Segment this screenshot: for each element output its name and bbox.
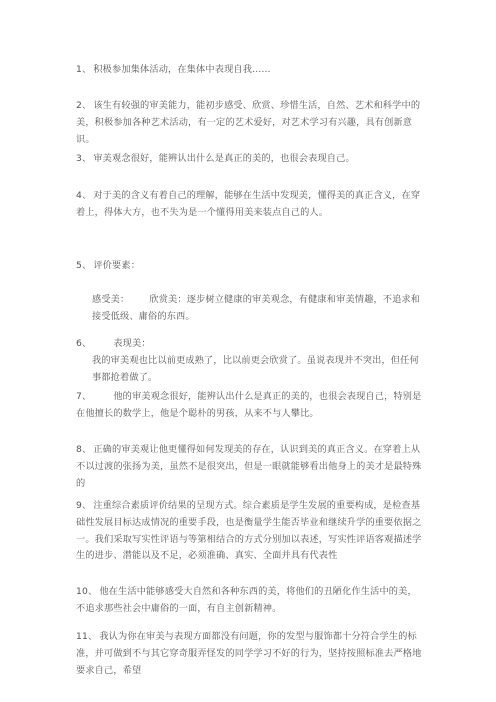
paragraph-5-detail <box>92 292 422 326</box>
paragraph-8 <box>76 442 422 492</box>
paragraph-number: 8、 <box>76 444 92 455</box>
paragraph-2 <box>76 98 422 148</box>
paragraph-1 <box>76 62 422 79</box>
paragraph-4 <box>76 188 422 222</box>
paragraph-text: 他的审美观念很好，能辨认出什么是真正的美的，也很会表现自己，特别是在他擅长的数学上，他是个聪朴的男孩，从来不与人攀比。 <box>76 391 422 419</box>
paragraph-label: 感受美： <box>92 294 130 305</box>
paragraph-text: 积极参加集体活动，在集体中表现自我…… <box>93 64 271 75</box>
paragraph-9 <box>76 498 422 565</box>
paragraph-number: 7、 <box>76 391 92 402</box>
paragraph-text: 注重综合素质评价结果的呈现方式。综合素质是学生发展的重要构成，是检查基础性发展目标达成情况的重要手段，也是衡量学生能否毕业和继续升学的重要依据之一。我们采取写实性评语与等第相结合的方式分别加以表述，写实性评语客观描述学生的进步、潜能以及不足，必须准确、真实、全面并具有代表性 <box>76 500 422 562</box>
paragraph-number: 5、 <box>76 260 92 271</box>
paragraph-text: 我的审美观也比以前更成熟了，比以前更会欣赏了。虽说表现并不突出，但任何事都抢着做了。 <box>92 355 419 383</box>
paragraph-number: 9、 <box>76 500 92 511</box>
paragraph-text: 评价要素： <box>93 260 141 271</box>
paragraph-text: 该生有较强的审美能力，能初步感受、欣赏、珍惜生活，自然、艺术和科学中的美，积极参加各种艺术活动，有一定的艺术爱好，对艺术学习有兴趣，具有创新意识。 <box>76 100 421 145</box>
paragraph-number: 6、 <box>76 338 92 349</box>
paragraph-5 <box>76 258 422 275</box>
paragraph-text: 对于美的含义有着自己的理解，能够在生活中发现美，懂得美的真正含义，在穿着上，得体大方，也不失为是一个懂得用美来装点自己的人。 <box>76 190 421 218</box>
paragraph-number: 3、 <box>76 153 92 164</box>
paragraph-number: 4、 <box>76 190 92 201</box>
paragraph-text: 我认为你在审美与表现方面都没有问题，你的发型与服饰都十分符合学生的标准，并可做到不与其它穿奇服弄怪发的同学学习不好的行为，坚持按照标准去严格地要求自己，希望 <box>76 631 422 676</box>
paragraph-11 <box>76 629 422 679</box>
paragraph-number: 1、 <box>76 64 92 75</box>
paragraph-text: 正确的审美观让他更懂得如何发现美的存在，认识到美的真正含义。在穿着上从不以过渡的张扬为美，虽然不是很突出，但是一眼就能够看出他身上的美才是最特殊的 <box>76 444 422 489</box>
paragraph-6 <box>76 336 422 353</box>
paragraph-text: 审美观念很好，能辨认出什么是真正的美的，也很会表现自己。 <box>93 153 355 164</box>
paragraph-7 <box>76 389 422 423</box>
paragraph-6-detail <box>92 353 422 387</box>
paragraph-10 <box>76 584 422 618</box>
paragraph-number: 11、 <box>76 631 98 642</box>
paragraph-number: 2、 <box>76 100 92 111</box>
paragraph-text: 欣赏美：逐步树立健康的审美观念，有健康和审美情趣，不追求和接受低级、庸俗的东西。 <box>92 294 421 322</box>
paragraph-number: 10、 <box>76 586 98 597</box>
paragraph-3 <box>76 151 422 168</box>
paragraph-text: 表现美： <box>113 338 151 349</box>
paragraph-text: 他在生活中能够感受大自然和各种东西的美，将他们的丑陋化作生活中的美，不追求那些社会中庸俗的一面，有自主创新精神。 <box>76 586 417 614</box>
